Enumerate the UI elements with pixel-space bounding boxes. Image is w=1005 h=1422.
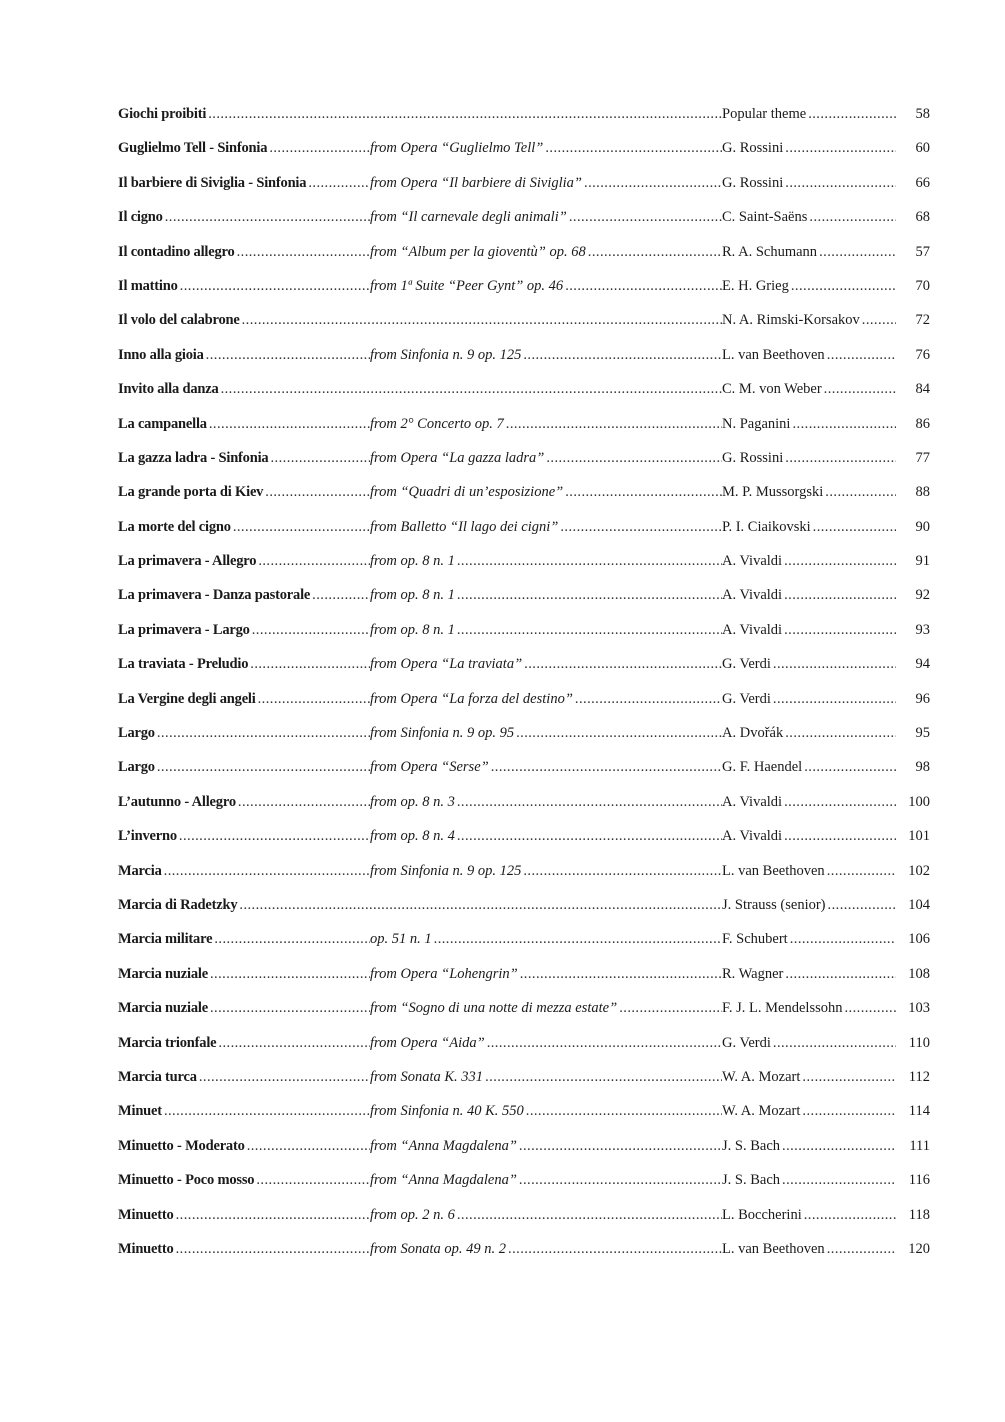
toc-entry xyxy=(118,1236,930,1270)
entry-composer: W. A. Mozart xyxy=(722,1068,801,1085)
entry-composer: M. P. Mussorgski xyxy=(722,484,824,501)
toc-entry xyxy=(118,342,930,376)
toc-entry xyxy=(118,548,930,582)
entry-title: Marcia militare xyxy=(118,931,213,948)
entry-composer: G. Rossini xyxy=(722,449,784,466)
entry-source: from Sinfonia n. 9 op. 95 xyxy=(370,725,515,742)
entry-page-number: 108 xyxy=(908,965,930,982)
toc-entry xyxy=(118,686,930,720)
entry-page-number: 76 xyxy=(915,346,930,363)
entry-title: Largo xyxy=(118,725,155,742)
entry-composer: L. van Beethoven xyxy=(722,862,825,879)
toc-entry xyxy=(118,926,930,960)
entry-page-number: 60 xyxy=(915,140,930,157)
entry-source: op. 51 n. 1 xyxy=(370,931,432,948)
entry-source: from Opera “La gazza ladra” xyxy=(370,449,545,466)
entry-page-number: 72 xyxy=(915,312,930,329)
entry-page-number: 95 xyxy=(915,725,930,742)
entry-composer: N. Paganini xyxy=(722,415,791,432)
entry-title: Il contadino allegro xyxy=(118,243,235,260)
entry-title: Marcia turca xyxy=(118,1068,197,1085)
entry-source: from Opera “Serse” xyxy=(370,759,489,776)
entry-page-number: 93 xyxy=(915,621,930,638)
toc-entry xyxy=(118,617,930,651)
toc-entry xyxy=(118,514,930,548)
entry-title: Minuetto xyxy=(118,1206,174,1223)
entry-page-number: 102 xyxy=(908,862,930,879)
entry-page-number: 120 xyxy=(908,1240,930,1257)
entry-composer: C. Saint-Saëns xyxy=(722,209,808,226)
entry-composer: G. F. Haendel xyxy=(722,759,803,776)
entry-page-number: 103 xyxy=(908,1000,930,1017)
entry-title: Minuetto - Moderato xyxy=(118,1137,245,1154)
entry-source: from Sinfonia n. 9 op. 125 xyxy=(370,862,522,879)
entry-title: Giochi proibiti xyxy=(118,106,207,122)
entry-source: from “Anna Magdalena” xyxy=(370,1172,517,1189)
entry-title: La morte del cigno xyxy=(118,518,231,535)
entry-source: from 2° Concerto op. 7 xyxy=(370,415,504,432)
entry-source: from Opera “Lohengrin” xyxy=(370,965,518,982)
entry-title: Marcia trionfale xyxy=(118,1034,217,1051)
entry-page-number: 92 xyxy=(915,587,930,604)
entry-composer: R. Wagner xyxy=(722,965,784,982)
toc-entry xyxy=(118,1064,930,1098)
entry-page-number: 86 xyxy=(915,415,930,432)
entry-title: Il cigno xyxy=(118,209,163,226)
entry-title: La primavera - Allegro xyxy=(118,553,257,570)
entry-composer: A. Vivaldi xyxy=(722,587,783,604)
entry-composer: R. A. Schumann xyxy=(722,243,818,260)
toc-entry xyxy=(118,445,930,479)
toc-entry xyxy=(118,411,930,445)
entry-page-number: 118 xyxy=(908,1206,930,1223)
entry-source: from Sinfonia n. 40 K. 550 xyxy=(370,1103,524,1120)
entry-source: from Sinfonia n. 9 op. 125 xyxy=(370,346,522,363)
entry-title: L’inverno xyxy=(118,828,177,845)
entry-page-number: 112 xyxy=(908,1068,930,1085)
entry-source: from Opera “La forza del destino” xyxy=(370,690,573,707)
entry-source: from Opera “Guglielmo Tell” xyxy=(370,140,544,157)
toc-entry xyxy=(118,582,930,616)
entry-title: La gazza ladra - Sinfonia xyxy=(118,449,269,466)
entry-page-number: 70 xyxy=(915,277,930,294)
toc-entry xyxy=(118,135,930,169)
entry-title: La primavera - Danza pastorale xyxy=(118,587,311,604)
entry-composer: E. H. Grieg xyxy=(722,277,789,294)
entry-source: from “Anna Magdalena” xyxy=(370,1137,517,1154)
entry-source: from op. 8 n. 3 xyxy=(370,793,455,810)
entry-source: from op. 8 n. 1 xyxy=(370,553,455,570)
entry-source: from Opera “Il barbiere di Siviglia” xyxy=(370,174,582,191)
entry-composer: J. Strauss (senior) xyxy=(722,896,826,913)
toc-entry xyxy=(118,1133,930,1167)
entry-page-number: 77 xyxy=(915,449,930,466)
entry-source: from “Sogno di una notte di mezza estate” xyxy=(370,1000,618,1017)
entry-title: Guglielmo Tell - Sinfonia xyxy=(118,140,268,157)
toc-entry xyxy=(118,101,930,135)
entry-page-number: 116 xyxy=(908,1172,930,1189)
entry-title: Marcia nuziale xyxy=(118,965,208,982)
entry-composer: Popular theme xyxy=(722,106,807,122)
entry-page-number: 68 xyxy=(915,209,930,226)
toc-entry xyxy=(118,479,930,513)
entry-page-number: 114 xyxy=(908,1103,930,1120)
entry-composer: F. J. L. Mendelssohn xyxy=(722,1000,843,1017)
toc-entry xyxy=(118,307,930,341)
entry-title: Marcia xyxy=(118,862,162,879)
entry-source: from op. 8 n. 1 xyxy=(370,621,455,638)
toc-entry xyxy=(118,789,930,823)
entry-title: Marcia nuziale xyxy=(118,1000,208,1017)
entry-title: Marcia di Radetzky xyxy=(118,896,238,913)
entry-page-number: 58 xyxy=(915,106,930,122)
toc-entry xyxy=(118,1030,930,1064)
toc-entry xyxy=(118,1098,930,1132)
entry-title: Minuetto - Poco mosso xyxy=(118,1172,255,1189)
entry-composer: G. Verdi xyxy=(722,690,771,707)
entry-page-number: 84 xyxy=(915,381,930,398)
entry-page-number: 106 xyxy=(908,931,930,948)
toc-entry xyxy=(118,754,930,788)
toc-entry xyxy=(118,1202,930,1236)
entry-composer: A. Vivaldi xyxy=(722,793,783,810)
entry-source: from Balletto “Il lago dei cigni” xyxy=(370,518,559,535)
entry-composer: A. Vivaldi xyxy=(722,553,783,570)
toc-entry xyxy=(118,376,930,410)
entry-source: from 1ª Suite “Peer Gynt” op. 46 xyxy=(370,277,564,294)
entry-page-number: 91 xyxy=(915,553,930,570)
entry-page-number: 88 xyxy=(915,484,930,501)
table-of-contents xyxy=(118,101,930,1270)
entry-title: La traviata - Preludio xyxy=(118,656,249,673)
toc-entry xyxy=(118,892,930,926)
entry-composer: J. S. Bach xyxy=(722,1137,780,1154)
entry-source: from Opera “Aida” xyxy=(370,1034,485,1051)
entry-source: from op. 8 n. 4 xyxy=(370,828,455,845)
entry-page-number: 98 xyxy=(915,759,930,776)
entry-composer: G. Rossini xyxy=(722,174,784,191)
entry-source: from Sonata op. 49 n. 2 xyxy=(370,1240,507,1257)
entry-composer: F. Schubert xyxy=(722,931,788,948)
toc-entry xyxy=(118,239,930,273)
entry-page-number: 104 xyxy=(908,896,930,913)
toc-entry xyxy=(118,1167,930,1201)
toc-entry xyxy=(118,170,930,204)
entry-composer: A. Dvořák xyxy=(722,725,784,742)
entry-page-number: 57 xyxy=(915,243,930,260)
entry-composer: L. van Beethoven xyxy=(722,346,825,363)
entry-page-number: 110 xyxy=(908,1034,930,1051)
entry-composer: L. van Beethoven xyxy=(722,1240,825,1257)
toc-entry xyxy=(118,651,930,685)
entry-page-number: 100 xyxy=(908,793,930,810)
toc-entry xyxy=(118,858,930,892)
entry-title: Il volo del calabrone xyxy=(118,312,240,329)
entry-composer: G. Rossini xyxy=(722,140,784,157)
entry-composer: W. A. Mozart xyxy=(722,1103,801,1120)
entry-page-number: 94 xyxy=(915,656,930,673)
entry-composer: G. Verdi xyxy=(722,1034,771,1051)
toc-entry xyxy=(118,823,930,857)
toc-entry xyxy=(118,204,930,238)
entry-composer: A. Vivaldi xyxy=(722,621,783,638)
entry-source: from op. 2 n. 6 xyxy=(370,1206,455,1223)
entry-page-number: 90 xyxy=(915,518,930,535)
entry-title: Minuetto xyxy=(118,1240,174,1257)
entry-composer: A. Vivaldi xyxy=(722,828,783,845)
entry-title: Il mattino xyxy=(118,277,178,294)
entry-title: La grande porta di Kiev xyxy=(118,484,264,501)
entry-source: from Opera “La traviata” xyxy=(370,656,523,673)
entry-composer: C. M. von Weber xyxy=(722,381,822,398)
entry-title: Inno alla gioia xyxy=(118,346,204,363)
entry-page-number: 101 xyxy=(908,828,930,845)
entry-composer: J. S. Bach xyxy=(722,1172,780,1189)
toc-entry xyxy=(118,273,930,307)
entry-composer: N. A. Rimski-Korsakov xyxy=(722,312,860,329)
entry-source: from “Quadri di un’esposizione” xyxy=(370,484,564,501)
entry-title: La primavera - Largo xyxy=(118,621,250,638)
entry-source: from “Il carnevale degli animali” xyxy=(370,209,567,226)
entry-title: L’autunno - Allegro xyxy=(118,793,236,810)
entry-title: La campanella xyxy=(118,415,207,432)
entry-title: Largo xyxy=(118,759,155,776)
entry-page-number: 66 xyxy=(915,174,930,191)
toc-entry xyxy=(118,961,930,995)
toc-entry xyxy=(118,995,930,1029)
entry-source: from Sonata K. 331 xyxy=(370,1068,484,1085)
entry-title: Invito alla danza xyxy=(118,381,219,398)
entry-page-number: 96 xyxy=(915,690,930,707)
toc-entry xyxy=(118,720,930,754)
entry-composer: G. Verdi xyxy=(722,656,771,673)
entry-title: Minuet xyxy=(118,1103,162,1120)
entry-composer: L. Boccherini xyxy=(722,1206,802,1223)
entry-composer: P. I. Ciaikovski xyxy=(722,518,811,535)
entry-page-number: 111 xyxy=(909,1137,930,1154)
entry-source: from “Album per la gioventù” op. 68 xyxy=(370,243,586,260)
entry-title: La Vergine degli angeli xyxy=(118,690,256,707)
entry-source: from op. 8 n. 1 xyxy=(370,587,455,604)
entry-title: Il barbiere di Siviglia - Sinfonia xyxy=(118,174,307,191)
